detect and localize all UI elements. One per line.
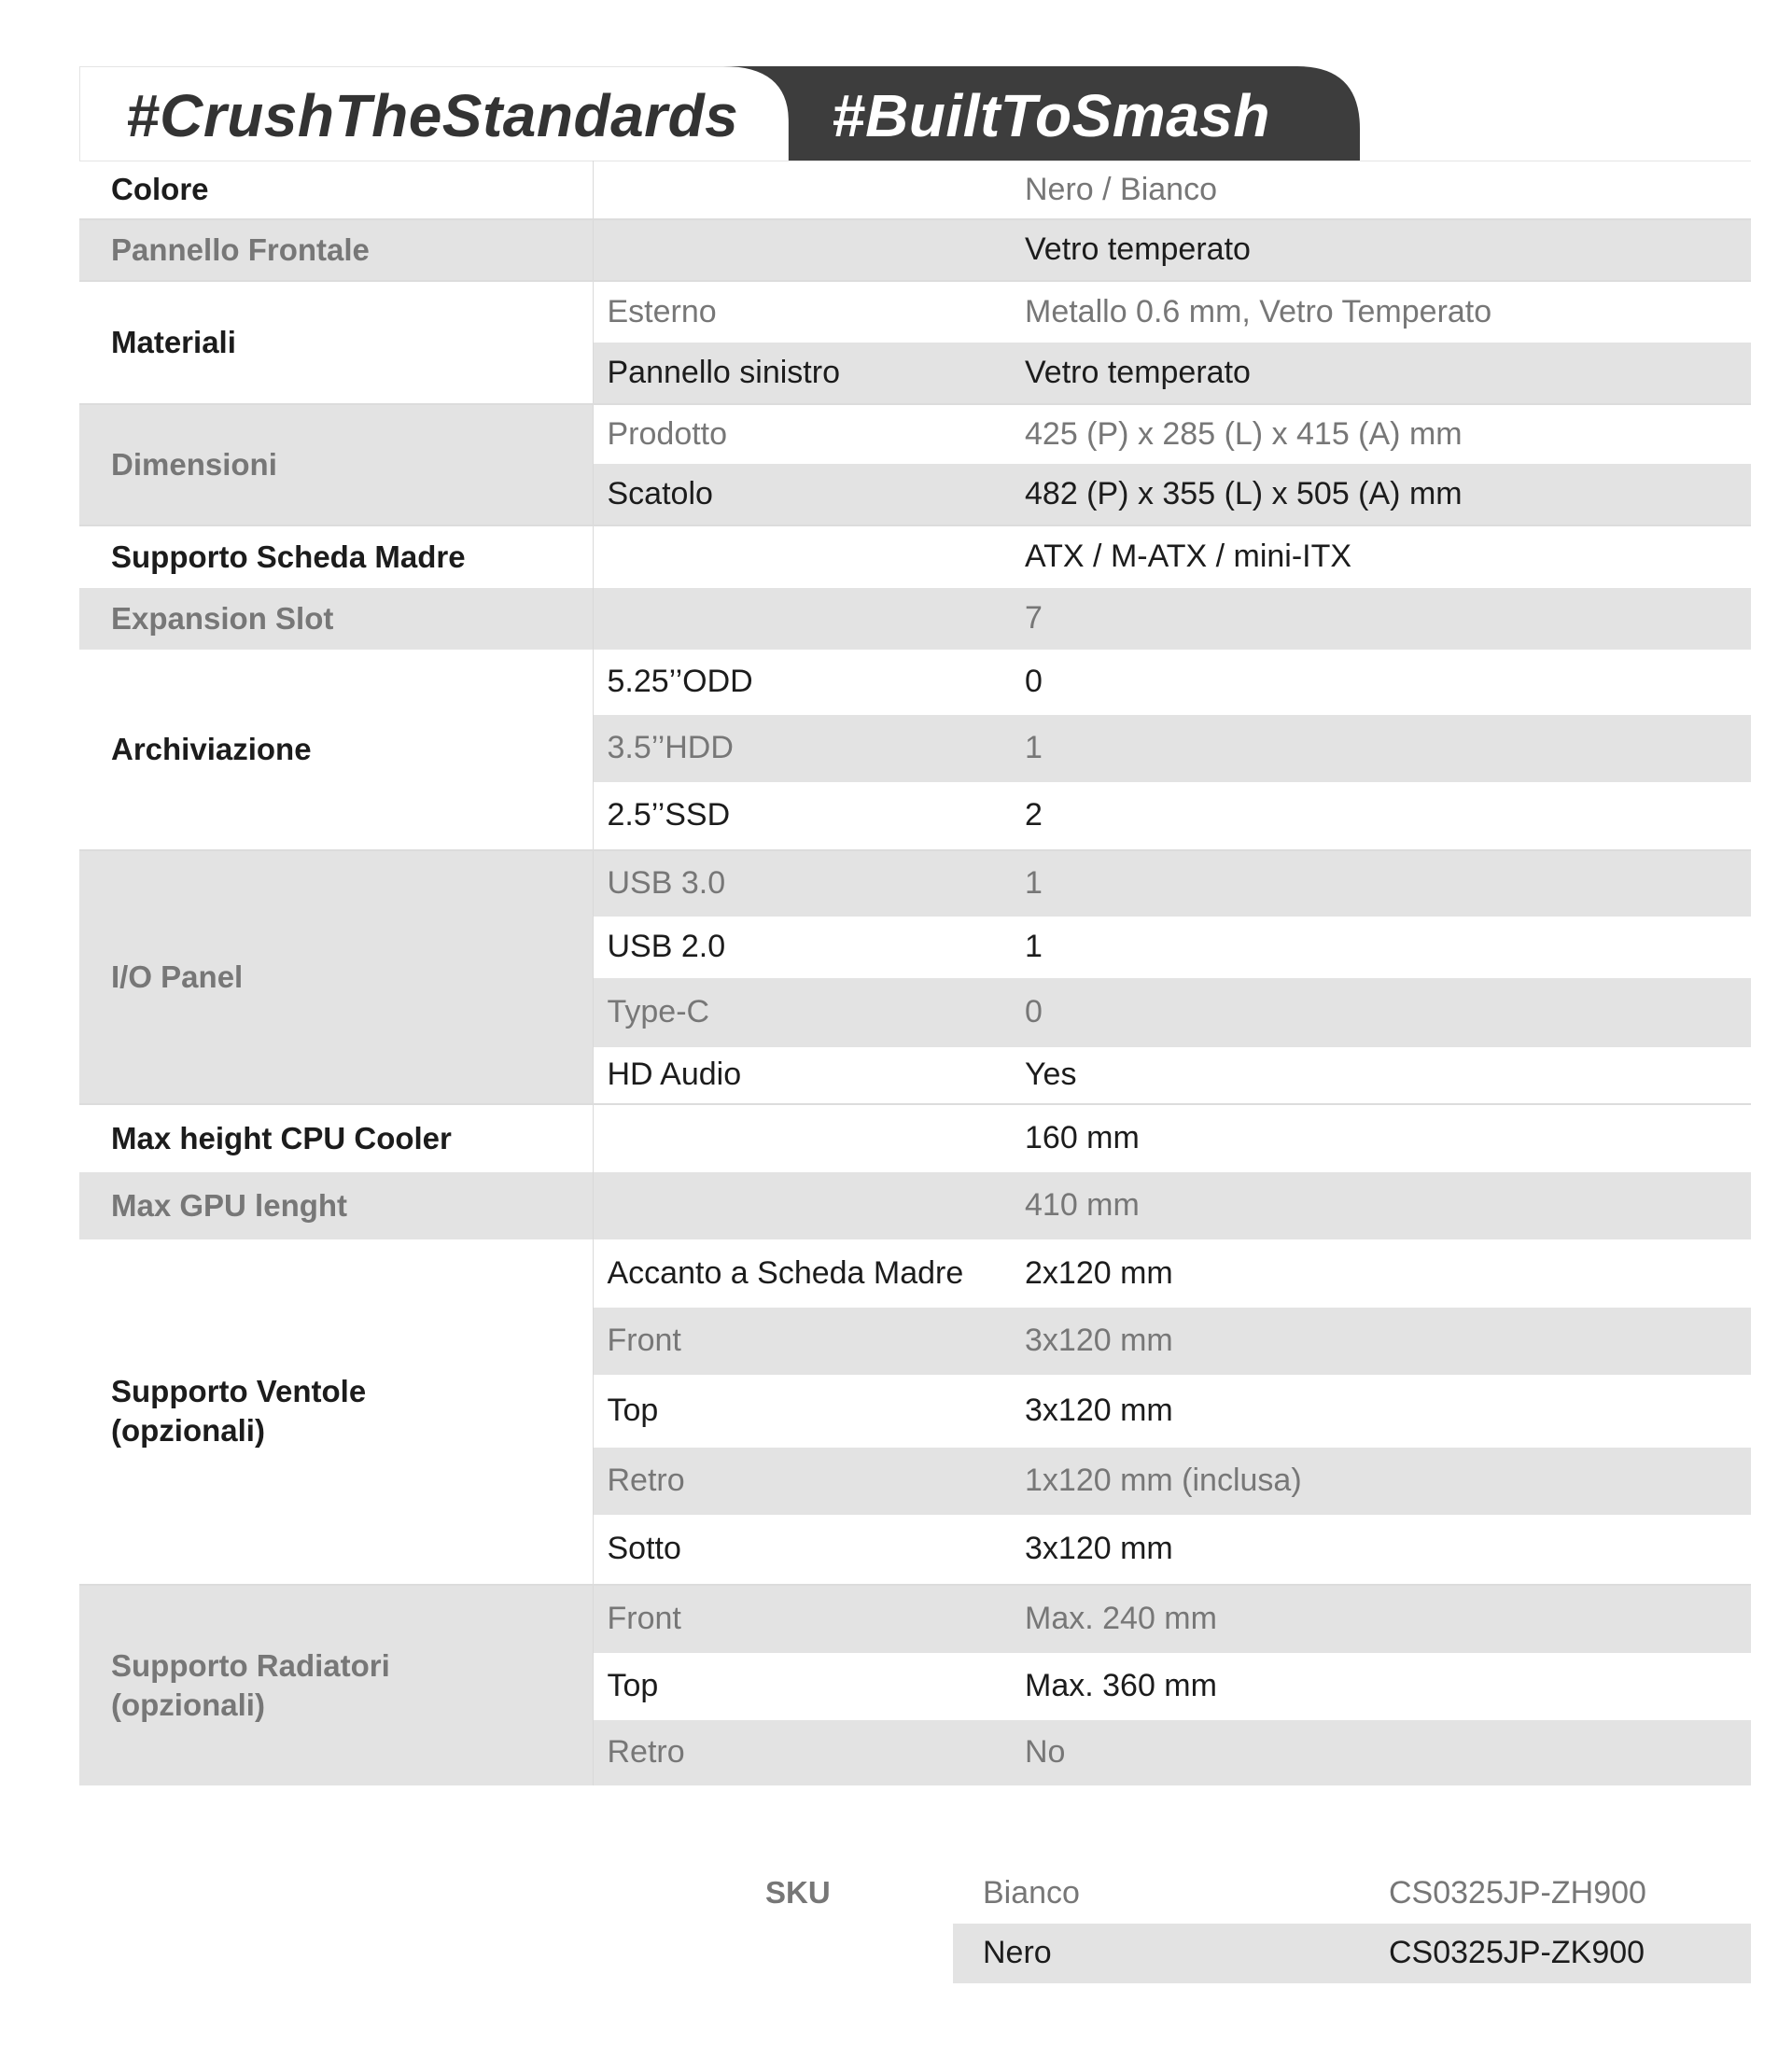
spec-value: 425 (P) x 285 (L) x 415 (A) mm: [1025, 404, 1751, 464]
spec-sub-label: Prodotto: [593, 404, 1025, 464]
spec-sub-label: Accanto a Scheda Madre: [593, 1239, 1025, 1308]
spec-value: 1: [1025, 917, 1751, 978]
tab-left-label: #CrushTheStandards: [126, 82, 739, 149]
spec-sub-label: Sotto: [593, 1515, 1025, 1585]
spec-sub-label: Retro: [593, 1448, 1025, 1515]
spec-value: Max. 240 mm: [1025, 1585, 1751, 1653]
spec-sub-label: 3.5’’HDD: [593, 715, 1025, 782]
spec-sub-label: Top: [593, 1653, 1025, 1720]
spec-row-pannello-frontale: [79, 219, 1751, 281]
spec-label: Materiali: [79, 281, 593, 404]
sku-color-name: Bianco: [983, 1875, 1080, 1911]
spec-value: 3x120 mm: [1025, 1375, 1751, 1448]
spec-value: 2: [1025, 782, 1751, 850]
spec-value: Max. 360 mm: [1025, 1653, 1751, 1720]
spec-sub-label: USB 3.0: [593, 850, 1025, 917]
spec-value: 2x120 mm: [1025, 1239, 1751, 1308]
sku-color-name: Nero: [983, 1935, 1052, 1970]
spec-value: 0: [1025, 650, 1751, 715]
spec-value: 160 mm: [1025, 1104, 1751, 1172]
spec-sub-label: 2.5’’SSD: [593, 782, 1025, 850]
spec-row-gpu-length: [79, 1172, 1751, 1239]
spec-sub-label: Front: [593, 1308, 1025, 1375]
spec-label: Expansion Slot: [79, 588, 593, 650]
spec-value: Metallo 0.6 mm, Vetro Temperato: [1025, 281, 1751, 343]
spec-value: Nero / Bianco: [1025, 161, 1751, 219]
spec-row-archiviazione: [79, 650, 1751, 715]
spec-value: Vetro temperato: [1025, 343, 1751, 404]
spec-sub-label: Retro: [593, 1720, 1025, 1785]
spec-table: [79, 161, 1751, 1785]
spec-label-line2: (opzionali): [111, 1687, 265, 1722]
spec-label: Max GPU lenght: [79, 1172, 593, 1239]
spec-label: Colore: [79, 161, 593, 219]
spec-sub-label: Top: [593, 1375, 1025, 1448]
spec-row-colore: [79, 161, 1751, 219]
spec-value: Yes: [1025, 1047, 1751, 1104]
spec-label: I/O Panel: [79, 850, 593, 1104]
spec-row-ventole: [79, 1239, 1751, 1308]
spec-row-scheda-madre: [79, 525, 1751, 588]
spec-sub-label: Type-C: [593, 978, 1025, 1047]
spec-value: No: [1025, 1720, 1751, 1785]
spec-row-dimensioni: [79, 404, 1751, 464]
spec-sub-label: USB 2.0: [593, 917, 1025, 978]
spec-value: ATX / M-ATX / mini-ITX: [1025, 525, 1751, 588]
spec-label: Dimensioni: [79, 404, 593, 525]
spec-sub-label: Pannello sinistro: [593, 343, 1025, 404]
spec-sub-label: HD Audio: [593, 1047, 1025, 1104]
spec-value: 7: [1025, 588, 1751, 650]
spec-value: 482 (P) x 355 (L) x 505 (A) mm: [1025, 464, 1751, 525]
spec-row-materiali: [79, 281, 1751, 343]
tab-right-label: #BuiltToSmash: [832, 82, 1270, 149]
spec-label: Supporto Scheda Madre: [79, 525, 593, 588]
spec-label-line1: Supporto Radiatori: [111, 1647, 390, 1683]
spec-label-line1: Supporto Ventole: [111, 1374, 367, 1408]
spec-sub-label: Front: [593, 1585, 1025, 1653]
spec-sub-label: Scatolo: [593, 464, 1025, 525]
spec-row-expansion-slot: [79, 588, 1751, 650]
spec-value: 3x120 mm: [1025, 1308, 1751, 1375]
spec-row-radiatori: [79, 1585, 1751, 1653]
sku-row-nero: [953, 1924, 1751, 1983]
spec-row-cpu-cooler: [79, 1104, 1751, 1172]
spec-label: [79, 1239, 593, 1585]
sku-code: CS0325JP-ZK900: [1389, 1935, 1645, 1970]
spec-value: 0: [1025, 978, 1751, 1047]
spec-label: Pannello Frontale: [79, 219, 593, 281]
spec-value: Vetro temperato: [1025, 219, 1751, 281]
spec-value: 1: [1025, 715, 1751, 782]
spec-value: 3x120 mm: [1025, 1515, 1751, 1585]
spec-sub-label: Esterno: [593, 281, 1025, 343]
spec-row-io-panel: [79, 850, 1751, 917]
spec-label-line2: (opzionali): [111, 1413, 265, 1448]
sku-label: SKU: [765, 1875, 831, 1910]
spec-value: 1: [1025, 850, 1751, 917]
spec-value: 410 mm: [1025, 1172, 1751, 1239]
sku-code: CS0325JP-ZH900: [1389, 1875, 1646, 1911]
spec-label: Max height CPU Cooler: [79, 1104, 593, 1172]
spec-sub-label: 5.25’’ODD: [593, 650, 1025, 715]
sku-row-bianco: [953, 1864, 1751, 1924]
spec-label: [79, 1585, 593, 1785]
spec-value: 1x120 mm (inclusa): [1025, 1448, 1751, 1515]
header-tabs: [79, 66, 1360, 161]
spec-label: Archiviazione: [79, 650, 593, 850]
